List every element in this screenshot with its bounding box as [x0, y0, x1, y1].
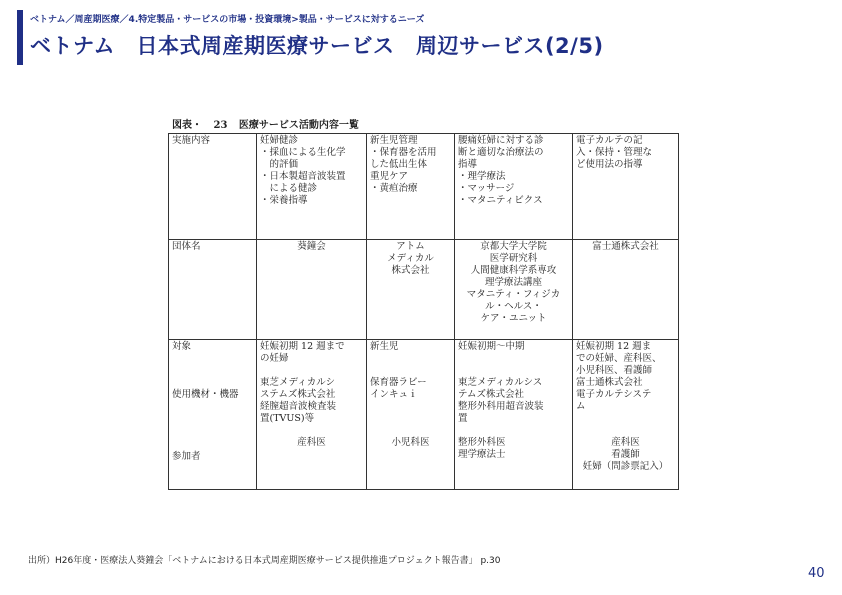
cell-line: アトム: [396, 241, 425, 252]
cell-line: 富士通株式会社: [576, 377, 643, 388]
cell-line: 電子カルテの記: [576, 135, 643, 146]
cell-line: 整形外科用超音波装: [458, 401, 544, 412]
cell-line: 経膣超音波検査装: [260, 401, 337, 412]
cell-line: 妊婦（問診票記入）: [582, 461, 669, 472]
cell-line: 東芝メディカルシ: [260, 377, 336, 388]
cell-line: ・マタニティビクス: [458, 195, 543, 206]
row-label-target: 対象: [172, 341, 192, 352]
source-note: 出所）H26年度・医療法人葵鐘会「ベトナムにおける日本式周産期医療サービス提供推進プロジェクト報告書」 p.30: [28, 556, 501, 566]
row-label-equipment: 使用機材・機器: [172, 389, 239, 400]
breadcrumb: ベトナム／周産期医療／4.特定製品・サービスの市場・投資環境>製品・サービスに対するニーズ: [30, 15, 425, 25]
cell-line: 新生児管理: [370, 135, 418, 146]
cell-line: 小児科医: [391, 437, 430, 448]
cell-line: 置(TVUS)等: [260, 413, 315, 424]
cell: [367, 134, 455, 240]
row-label-org: 団体名: [169, 240, 257, 340]
cell-line: ・理学療法: [458, 171, 506, 182]
cell-line: ・日本製超音波装置: [260, 171, 346, 182]
cell-line: インキュｉ: [370, 389, 418, 400]
cell-line: 新生児: [370, 341, 399, 352]
cell-line: 葵鐘会: [297, 241, 326, 252]
cell-line: ル・ヘルス・: [485, 301, 542, 312]
cell-line: 看護師: [611, 449, 640, 460]
cell-line: の妊婦: [260, 353, 289, 364]
table-row-org: [169, 240, 679, 340]
cell-line: ステムズ株式会社: [260, 389, 336, 400]
activity-table: [168, 133, 679, 490]
figure-caption-number: 23: [213, 120, 228, 131]
table-row-content: [169, 134, 679, 240]
cell-line: ・栄養指導: [260, 195, 308, 206]
row-label-content: 実施内容: [169, 134, 257, 240]
row-label-detail: [169, 340, 257, 490]
cell-line: 断と適切な治療法の: [458, 147, 544, 158]
cell-line: テムズ株式会社: [458, 389, 525, 400]
figure-caption-label: 図表・: [172, 120, 202, 131]
cell-line: 電子カルテシステ: [576, 389, 652, 400]
cell-line: 置: [458, 413, 468, 424]
cell: [573, 340, 679, 490]
cell-line: 株式会社: [391, 265, 430, 276]
page-number: 40: [808, 566, 825, 581]
page-title: ベトナム 日本式周産期医療サービス 周辺サービス(2/5): [30, 34, 604, 58]
cell: [367, 240, 455, 340]
cell-line: 京都大学大学院: [480, 241, 547, 252]
cell: [455, 134, 573, 240]
cell-line: 腰痛妊婦に対する診: [458, 135, 544, 146]
cell-line: 妊娠初期 12 週まで: [260, 341, 345, 352]
cell-line: 理学療法士: [458, 449, 506, 460]
table-row-detail: [169, 340, 679, 490]
cell-line: での妊婦、産科医、: [576, 353, 662, 364]
cell: [573, 240, 679, 340]
cell: [573, 134, 679, 240]
cell: [455, 240, 573, 340]
cell-line: 東芝メディカルシス: [458, 377, 543, 388]
cell: [455, 340, 573, 490]
cell-line: ケア・ユニット: [480, 313, 547, 324]
cell-line: 産科医: [611, 437, 640, 448]
figure-caption: [172, 116, 678, 131]
cell-line: 妊婦健診: [260, 135, 299, 146]
cell-line: 産科医: [297, 437, 326, 448]
cell-line: 重児ケア: [370, 171, 409, 182]
cell-line: 的評価: [260, 159, 299, 170]
cell-line: ・黄疸治療: [370, 183, 418, 194]
cell-line: した低出生体: [370, 159, 428, 170]
cell: [367, 340, 455, 490]
cell-line: ・マッサージ: [458, 183, 515, 194]
cell-line: メディカル: [387, 253, 434, 264]
cell-line: 整形外科医: [458, 437, 506, 448]
cell-line: ど使用法の指導: [576, 159, 643, 170]
cell-line: による健診: [260, 183, 318, 194]
cell-line: 小児科医、看護師: [576, 365, 653, 376]
cell-line: 理学療法講座: [484, 277, 542, 288]
cell-line: ・採血による生化学: [260, 147, 346, 158]
cell-line: 入・保持・管理な: [576, 147, 653, 158]
cell: [257, 240, 367, 340]
cell-line: ・保育器を活用: [370, 147, 437, 158]
figure: [168, 116, 678, 490]
cell-line: 医学研究科: [489, 253, 538, 264]
cell-line: マタニティ・フィジカ: [466, 289, 561, 300]
cell-line: 人間健康科学系専攻: [470, 265, 557, 276]
cell-line: 保育器ラビー: [370, 377, 427, 388]
cell: [257, 340, 367, 490]
title-accent-bar: [17, 10, 23, 65]
row-label-participants: 参加者: [172, 451, 201, 462]
figure-caption-title: 医療サービス活動内容一覧: [238, 120, 359, 131]
cell: [257, 134, 367, 240]
cell-line: 指導: [458, 159, 478, 170]
cell-line: 妊娠初期 12 週ま: [576, 341, 652, 352]
cell-line: ム: [576, 401, 586, 412]
cell-line: 富士通株式会社: [592, 241, 659, 252]
cell-line: 妊娠初期～中期: [458, 341, 525, 352]
